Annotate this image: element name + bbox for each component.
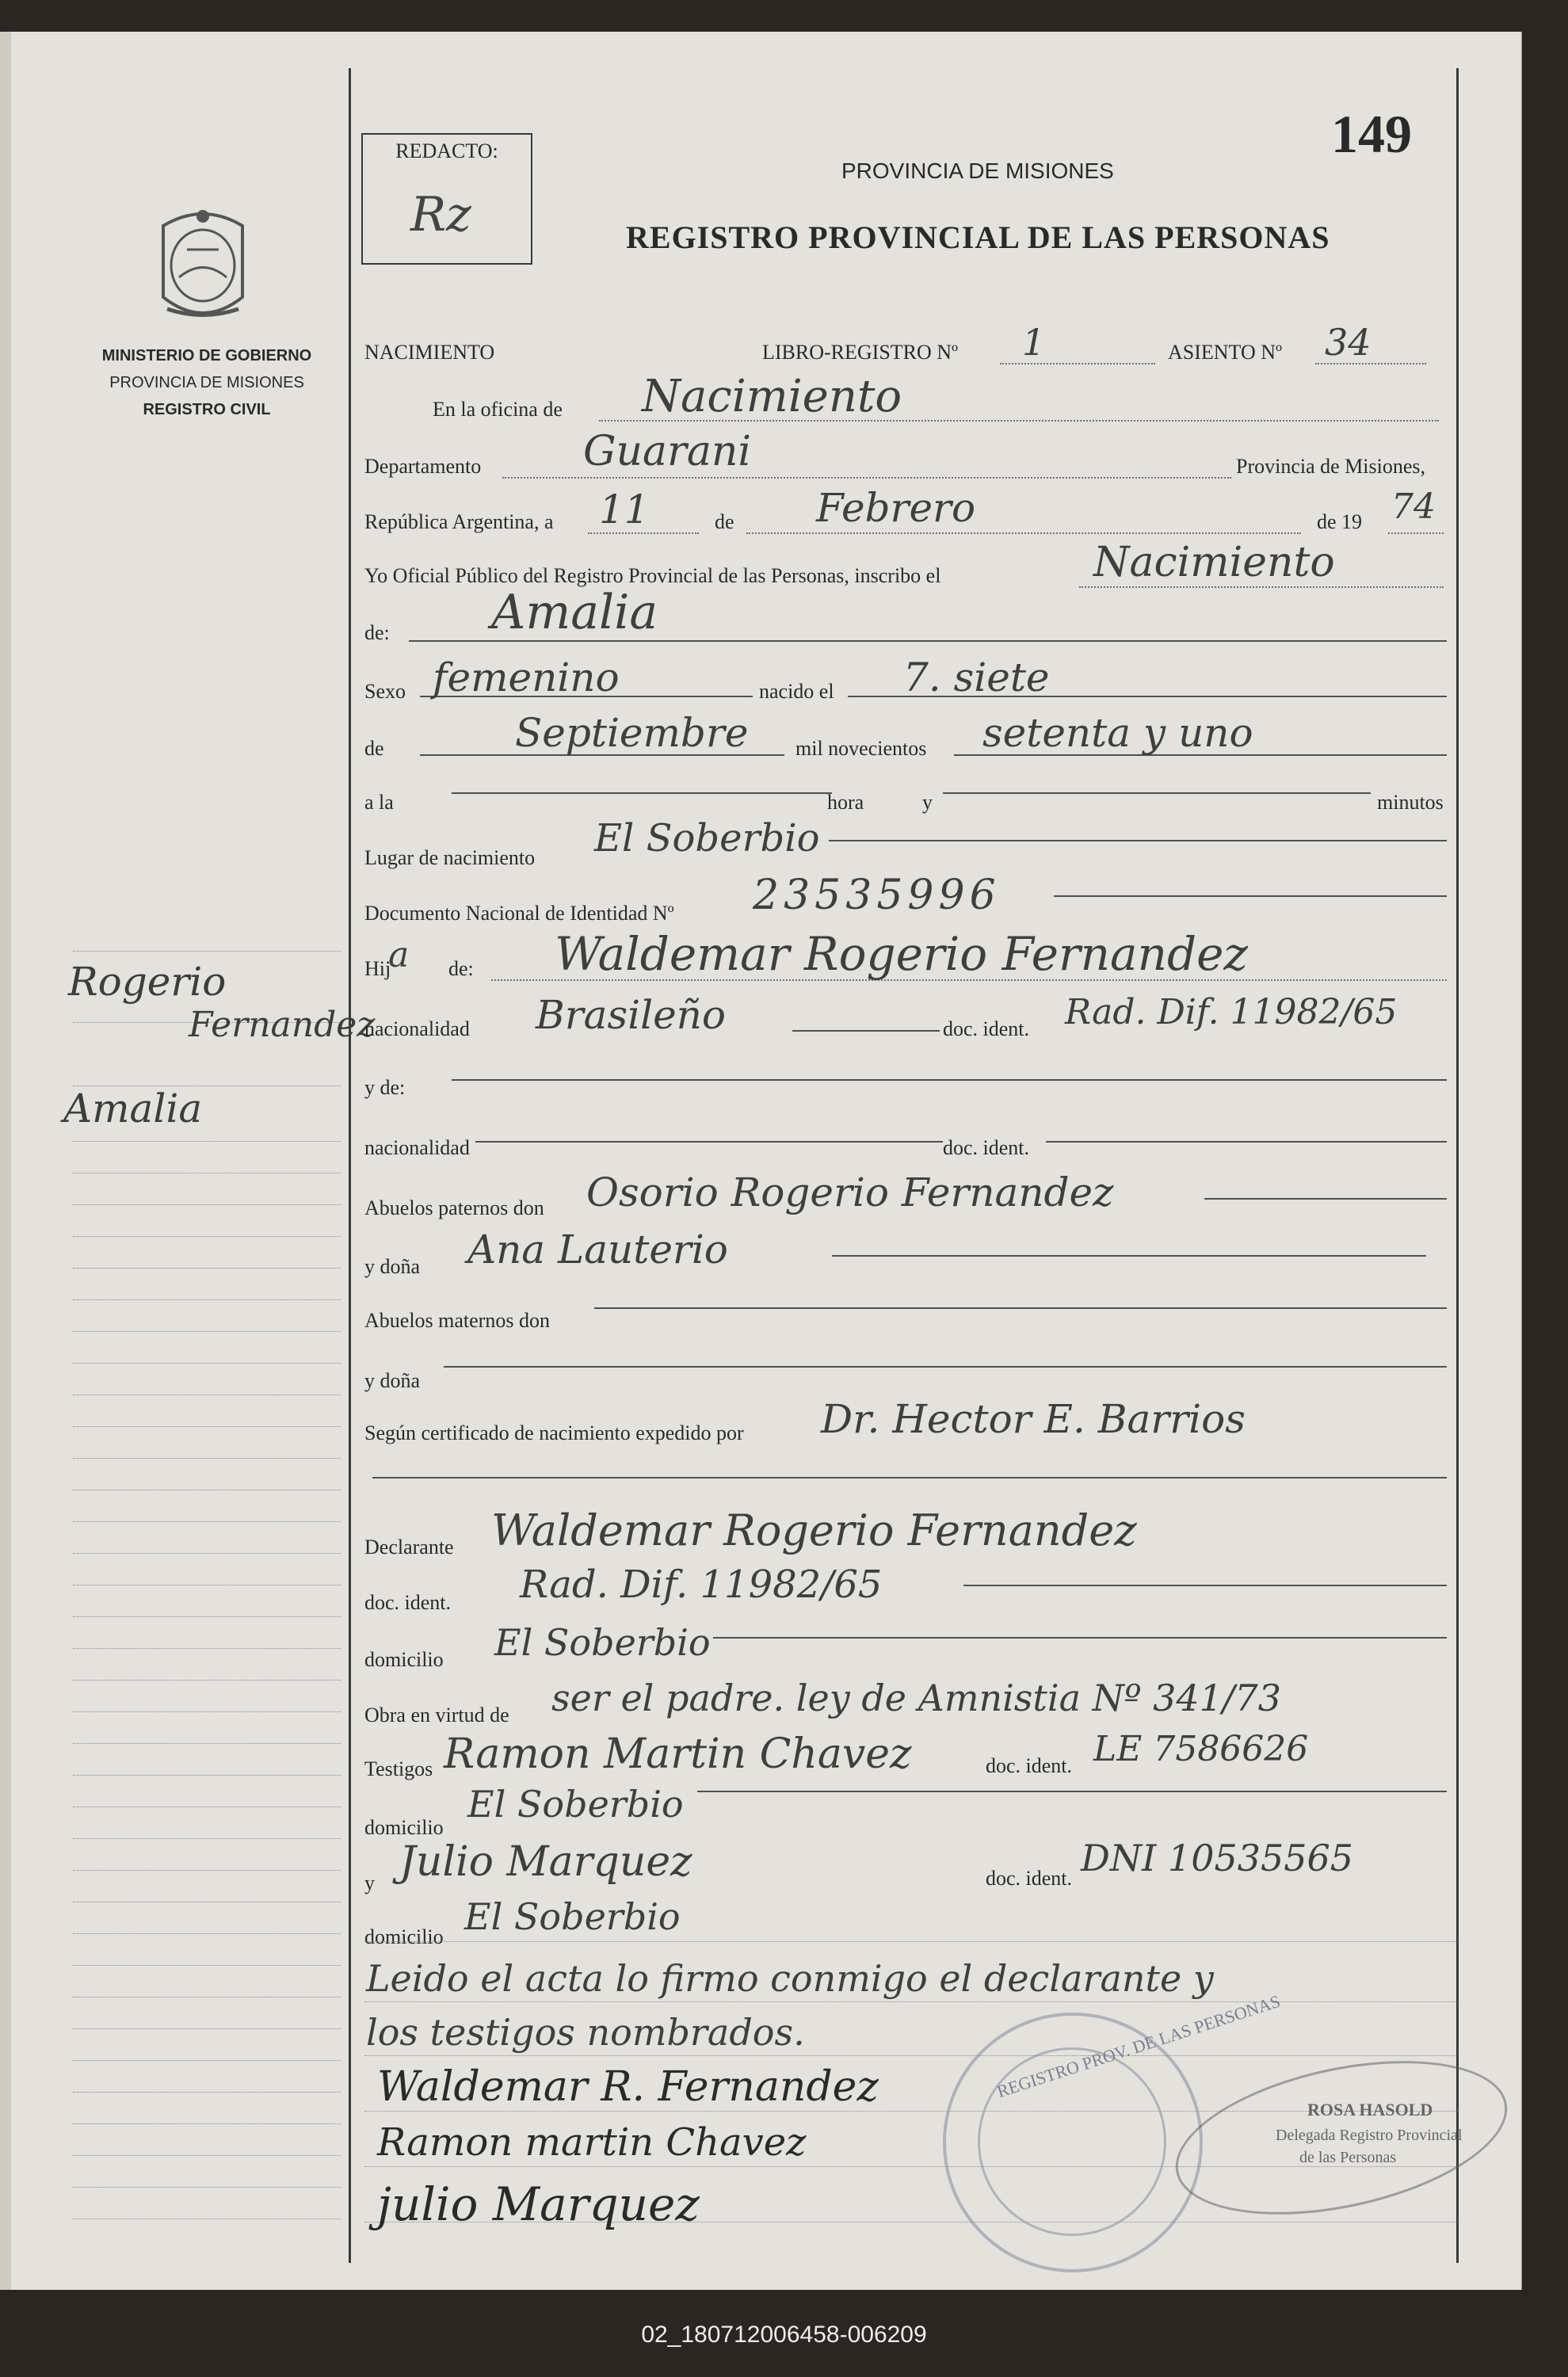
value-nacionalidad-padre: Brasileño xyxy=(536,992,726,1038)
rule xyxy=(1079,586,1444,588)
label-y-dona2: y doña xyxy=(364,1369,421,1392)
value-nacido-dia: 7. siete xyxy=(903,654,1050,700)
margin-line xyxy=(73,1965,341,1966)
value-mes: Febrero xyxy=(816,485,976,531)
rule xyxy=(1388,532,1444,534)
label-abuelos-m: Abuelos maternos don xyxy=(364,1309,550,1332)
signature-testigo1: Ramon martin Chavez xyxy=(377,2120,807,2165)
margin-note-surname1: Rogerio xyxy=(68,959,227,1005)
signature-declarante: Waldemar R. Fernandez xyxy=(377,2063,879,2111)
label-y2: y xyxy=(364,1871,375,1894)
value-anio: 74 xyxy=(1391,486,1436,527)
label-hij: Hij xyxy=(364,957,391,980)
margin-line xyxy=(73,1743,341,1744)
closing-text-line1: Leido el acta lo firmo conmigo el declarante y xyxy=(366,1957,1214,2000)
rule xyxy=(832,1255,1426,1257)
label-de-name: de: xyxy=(364,621,390,644)
margin-line xyxy=(73,1458,341,1459)
margin-line xyxy=(73,1553,341,1554)
rule xyxy=(746,532,1301,534)
official-title1: Delegada Registro Provincial xyxy=(1276,2127,1463,2144)
value-domicilio-testigo2: El Soberbio xyxy=(464,1895,681,1938)
margin-line xyxy=(73,1616,341,1617)
margin-line xyxy=(73,1775,341,1776)
label-departamento: Departamento xyxy=(364,455,482,478)
rule xyxy=(452,1079,1447,1081)
ministry-line2: PROVINCIA DE MISIONES xyxy=(109,374,304,391)
label-hij-de: de: xyxy=(448,957,474,980)
margin-line xyxy=(73,1331,341,1332)
value-nacido-mes: Septiembre xyxy=(515,710,749,756)
margin-line xyxy=(73,1141,341,1142)
stamp-text: REGISTRO PROV. DE LAS PERSONAS xyxy=(994,1990,1283,2102)
rule xyxy=(1204,1198,1447,1200)
label-hora: hora xyxy=(827,791,864,814)
ministry-line3: REGISTRO CIVIL xyxy=(143,401,271,418)
value-testigo2: Julio Marquez xyxy=(399,1838,692,1886)
book-spine xyxy=(0,32,11,2290)
value-inscribe: Nacimiento xyxy=(1093,539,1335,586)
rule xyxy=(372,1477,1447,1478)
label-a-la: a la xyxy=(364,791,394,814)
image-caption: 02_180712006458-006209 xyxy=(641,2322,927,2348)
margin-line xyxy=(73,1299,341,1300)
value-domicilio-testigo1: El Soberbio xyxy=(467,1783,684,1826)
label-sexo: Sexo xyxy=(364,680,406,703)
label-nacimiento: NACIMIENTO xyxy=(364,341,495,364)
value-departamento: Guarani xyxy=(583,428,752,475)
margin-line xyxy=(73,1933,341,1934)
margin-note-given-name: Amalia xyxy=(63,1085,203,1131)
rule xyxy=(829,840,1447,841)
value-certificado: Dr. Hector E. Barrios xyxy=(821,1396,1246,1442)
margin-line xyxy=(73,1426,341,1427)
margin-line xyxy=(73,2028,341,2029)
registry-title: REGISTRO PROVINCIAL DE LAS PERSONAS xyxy=(626,219,1330,255)
value-domicilio-declarante: El Soberbio xyxy=(494,1621,711,1664)
rule xyxy=(475,1141,943,1143)
label-provincia: Provincia de Misiones, xyxy=(1236,455,1426,478)
value-nacido-anio: setenta y uno xyxy=(982,710,1253,756)
margin-line xyxy=(73,1268,341,1269)
value-padre: Waldemar Rogerio Fernandez xyxy=(555,927,1248,981)
ministry-block xyxy=(76,342,338,423)
value-libro-no: 1 xyxy=(1022,321,1046,364)
label-mil: mil novecientos xyxy=(795,737,927,760)
value-lugar: El Soberbio xyxy=(594,816,820,860)
rule xyxy=(588,532,699,534)
value-doc-testigo1: LE 7586626 xyxy=(1093,1729,1309,1769)
label-abuelos-p: Abuelos paternos don xyxy=(364,1196,544,1219)
rule xyxy=(409,640,1447,642)
margin-line xyxy=(73,2155,341,2156)
margin-line xyxy=(73,1236,341,1237)
label-segun: Según certificado de nacimiento expedido por xyxy=(364,1421,744,1444)
redacto-label: REDACTO: xyxy=(395,139,498,162)
margin-line xyxy=(73,2060,341,2061)
official-round-stamp xyxy=(943,2013,1203,2272)
value-hij-suffix: a xyxy=(388,935,410,975)
label-de1: de xyxy=(715,510,734,533)
label-y-dona1: y doña xyxy=(364,1255,421,1278)
value-nombre: Amalia xyxy=(491,585,658,640)
label-republica: República Argentina, a xyxy=(364,510,554,533)
label-de2: de xyxy=(364,737,384,760)
redacto-box xyxy=(361,133,532,265)
rule xyxy=(502,477,1231,479)
label-docid4: doc. ident. xyxy=(986,1754,1073,1777)
label-domicilio2: domicilio xyxy=(364,1816,444,1839)
right-margin-rule xyxy=(1456,68,1459,2263)
official-name: ROSA HASOLD xyxy=(1307,2100,1433,2119)
value-doc-declarante: Rad. Dif. 11982/65 xyxy=(520,1562,883,1607)
value-testigo1: Ramon Martin Chavez xyxy=(444,1730,912,1778)
label-nac2: nacionalidad xyxy=(364,1136,470,1159)
label-dni: Documento Nacional de Identidad Nº xyxy=(364,902,674,925)
label-oficina: En la oficina de xyxy=(433,398,563,421)
label-yo-oficial: Yo Oficial Público del Registro Provincial de las Personas, inscribo el xyxy=(364,564,941,587)
value-declarante: Waldemar Rogerio Fernandez xyxy=(491,1505,1137,1555)
margin-line xyxy=(73,1711,341,1712)
rule xyxy=(364,1941,1458,1942)
value-sexo: femenino xyxy=(433,654,620,700)
label-nacido: nacido el xyxy=(759,680,834,703)
margin-line xyxy=(73,1363,341,1364)
margin-note-surname2: Fernandez xyxy=(189,1005,376,1045)
value-asiento-no: 34 xyxy=(1325,321,1372,364)
value-doc-padre: Rad. Dif. 11982/65 xyxy=(1065,992,1398,1032)
label-lugar: Lugar de nacimiento xyxy=(364,846,536,869)
label-minutos: minutos xyxy=(1377,791,1444,814)
rule xyxy=(713,1637,1447,1639)
rule xyxy=(792,1030,940,1032)
margin-line xyxy=(73,2187,341,2188)
label-docid1: doc. ident. xyxy=(943,1017,1030,1040)
margin-line xyxy=(73,1870,341,1871)
label-y1: y xyxy=(922,791,933,814)
margin-line xyxy=(73,1648,341,1649)
label-domicilio3: domicilio xyxy=(364,1925,444,1948)
rule xyxy=(697,1791,1447,1792)
margin-line xyxy=(73,2123,341,2124)
signature-testigo2: julio Marquez xyxy=(377,2177,700,2231)
margin-line xyxy=(73,1204,341,1205)
rule xyxy=(963,1585,1447,1586)
margin-line xyxy=(73,1680,341,1681)
value-abuela-p: Ana Lauterio xyxy=(467,1227,728,1272)
value-obra: ser el padre. ley de Amnistia Nº 341/73 xyxy=(551,1677,1281,1719)
closing-text-line2: los testigos nombrados. xyxy=(366,2011,805,2054)
left-margin-rule xyxy=(349,68,351,2263)
redacto-initials: Rz xyxy=(410,187,471,242)
province-title: PROVINCIA DE MISIONES xyxy=(841,158,1114,183)
label-domicilio1: domicilio xyxy=(364,1648,444,1671)
value-dni: 23535996 xyxy=(753,872,1001,919)
label-docid3: doc. ident. xyxy=(364,1591,452,1614)
rule xyxy=(1054,895,1447,897)
official-title2: de las Personas xyxy=(1299,2149,1397,2166)
ministry-line1: MINISTERIO DE GOBIERNO xyxy=(101,347,312,364)
label-docid5: doc. ident. xyxy=(986,1867,1073,1890)
rule xyxy=(364,2055,1458,2056)
rule xyxy=(364,2001,1458,2002)
value-dia: 11 xyxy=(599,486,650,532)
rule xyxy=(594,1307,1447,1309)
label-docid2: doc. ident. xyxy=(943,1136,1030,1159)
margin-line xyxy=(73,1521,341,1522)
label-de19: de 19 xyxy=(1317,510,1363,533)
rule xyxy=(444,1366,1447,1368)
rule xyxy=(1046,1141,1447,1143)
label-testigos: Testigos xyxy=(364,1757,433,1780)
folio-number: 149 xyxy=(1331,104,1412,164)
label-declarante: Declarante xyxy=(364,1536,454,1559)
rule xyxy=(452,792,832,794)
value-oficina: Nacimiento xyxy=(642,371,902,422)
margin-line xyxy=(73,2092,341,2093)
value-doc-testigo2: DNI 10535565 xyxy=(1081,1837,1354,1879)
label-y-de: y de: xyxy=(364,1076,406,1099)
margin-line xyxy=(73,1838,341,1839)
label-obra: Obra en virtud de xyxy=(364,1704,509,1726)
provincial-crest-icon xyxy=(147,202,258,329)
label-libro: LIBRO-REGISTRO Nº xyxy=(762,341,959,364)
rule xyxy=(943,792,1371,794)
label-asiento: ASIENTO Nº xyxy=(1168,341,1283,364)
label-nac1: nacionalidad xyxy=(364,1017,470,1040)
value-abuelo-p: Osorio Rogerio Fernandez xyxy=(586,1169,1114,1215)
margin-line xyxy=(73,951,341,952)
